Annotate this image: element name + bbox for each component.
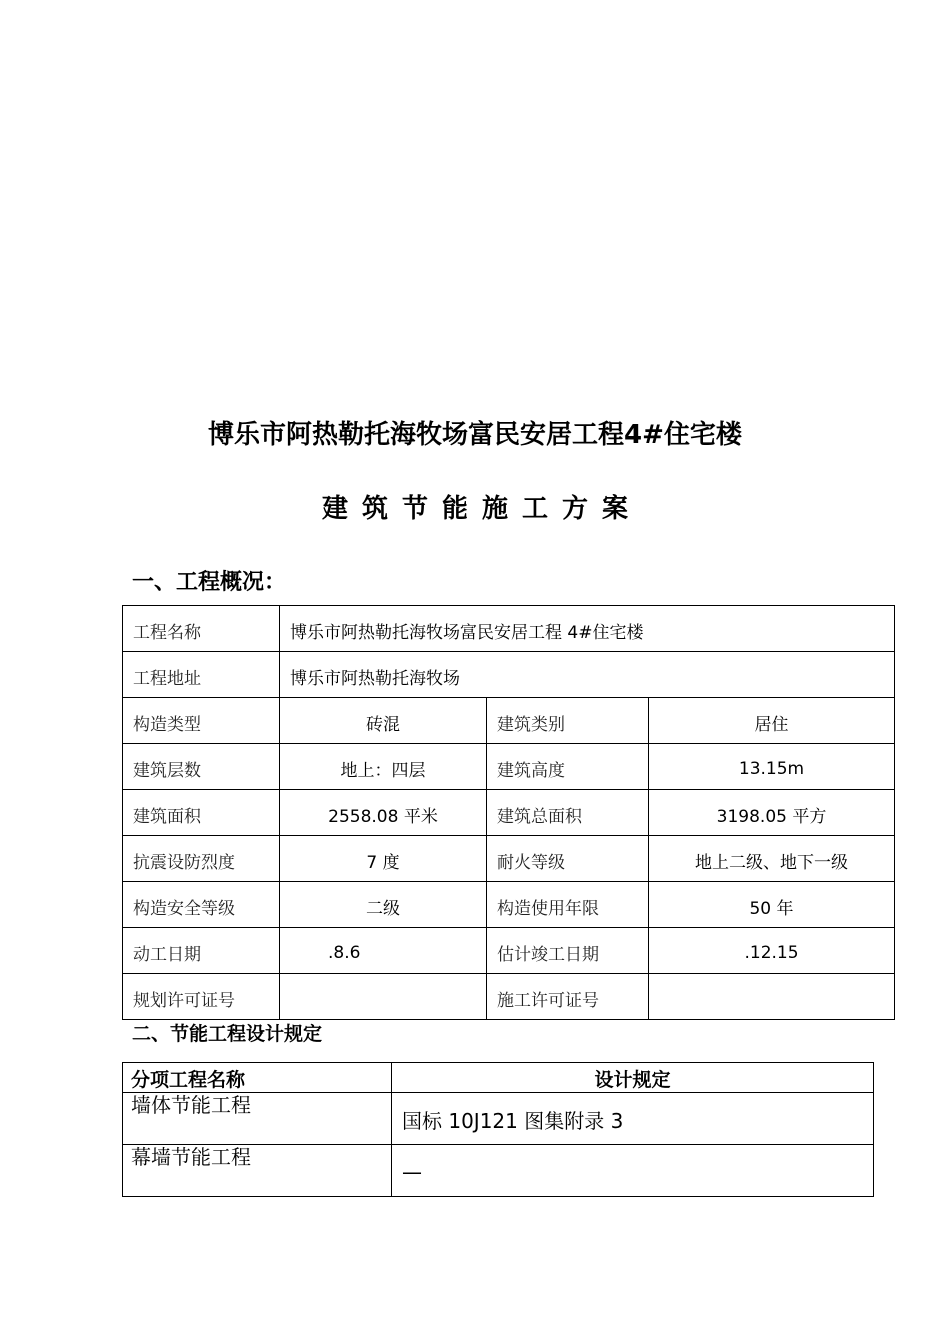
table-row: [123, 652, 895, 698]
design-spec: 国标 10J121 图集附录 3: [392, 1093, 874, 1145]
project-name-value: 博乐市阿热勒托海牧场富民安居工程 4#住宅楼: [280, 606, 895, 652]
table-row: [123, 882, 895, 928]
design-requirements-table: [122, 1062, 874, 1197]
item-name: 墙体节能工程: [123, 1093, 392, 1145]
design-spec: —: [392, 1145, 874, 1197]
cell-label: 建筑类别: [487, 698, 649, 744]
table-row: [123, 928, 895, 974]
column-header-design-spec: 设计规定: [392, 1063, 874, 1093]
cell-label: 构造类型: [123, 698, 280, 744]
table-row: [123, 606, 895, 652]
cell-label: 建筑层数: [123, 744, 280, 790]
cell-value: [280, 974, 487, 1020]
project-overview-table: [122, 605, 895, 1020]
document-subtitle: 建筑节能施工方案: [321, 494, 642, 524]
table-row: [123, 974, 895, 1020]
cell-value: 地上：四层: [280, 744, 487, 790]
cell-value: 砖混: [280, 698, 487, 744]
cell-value: 二级: [280, 882, 487, 928]
table-row: [123, 698, 895, 744]
table-row: [123, 790, 895, 836]
table-row: [123, 1093, 874, 1145]
cell-label: 动工日期: [123, 928, 280, 974]
document-title: 博乐市阿热勒托海牧场富民安居工程4#住宅楼: [208, 420, 742, 450]
cell-label: 建筑总面积: [487, 790, 649, 836]
cell-value: .8.6: [280, 928, 487, 974]
cell-label: 建筑高度: [487, 744, 649, 790]
cell-value: 2558.08 平米: [280, 790, 487, 836]
table-row: [123, 1145, 874, 1197]
cell-value: [649, 974, 895, 1020]
cell-value: 地上二级、地下一级: [649, 836, 895, 882]
cell-label: 规划许可证号: [123, 974, 280, 1020]
table-row: [123, 744, 895, 790]
cell-value: 居住: [649, 698, 895, 744]
section1-heading: 一、工程概况：: [132, 570, 287, 595]
cell-label: 构造安全等级: [123, 882, 280, 928]
cell-label: 施工许可证号: [487, 974, 649, 1020]
cell-label: 建筑面积: [123, 790, 280, 836]
cell-value: 50 年: [649, 882, 895, 928]
cell-label: 构造使用年限: [487, 882, 649, 928]
column-header-item-name: 分项工程名称: [123, 1063, 392, 1093]
cell-value: .12.15: [649, 928, 895, 974]
cell-label: 耐火等级: [487, 836, 649, 882]
cell-value: 7 度: [280, 836, 487, 882]
item-name: 幕墙节能工程: [123, 1145, 392, 1197]
cell-label: 抗震设防烈度: [123, 836, 280, 882]
project-address-value: 博乐市阿热勒托海牧场: [280, 652, 895, 698]
project-name-label: 工程名称: [123, 606, 280, 652]
cell-label: 估计竣工日期: [487, 928, 649, 974]
cell-value: 3198.05 平方: [649, 790, 895, 836]
section2-heading: 二、节能工程设计规定: [132, 1023, 323, 1045]
cell-value: 13.15m: [649, 744, 895, 790]
project-address-label: 工程地址: [123, 652, 280, 698]
table-row: [123, 836, 895, 882]
table-header-row: [123, 1063, 874, 1093]
